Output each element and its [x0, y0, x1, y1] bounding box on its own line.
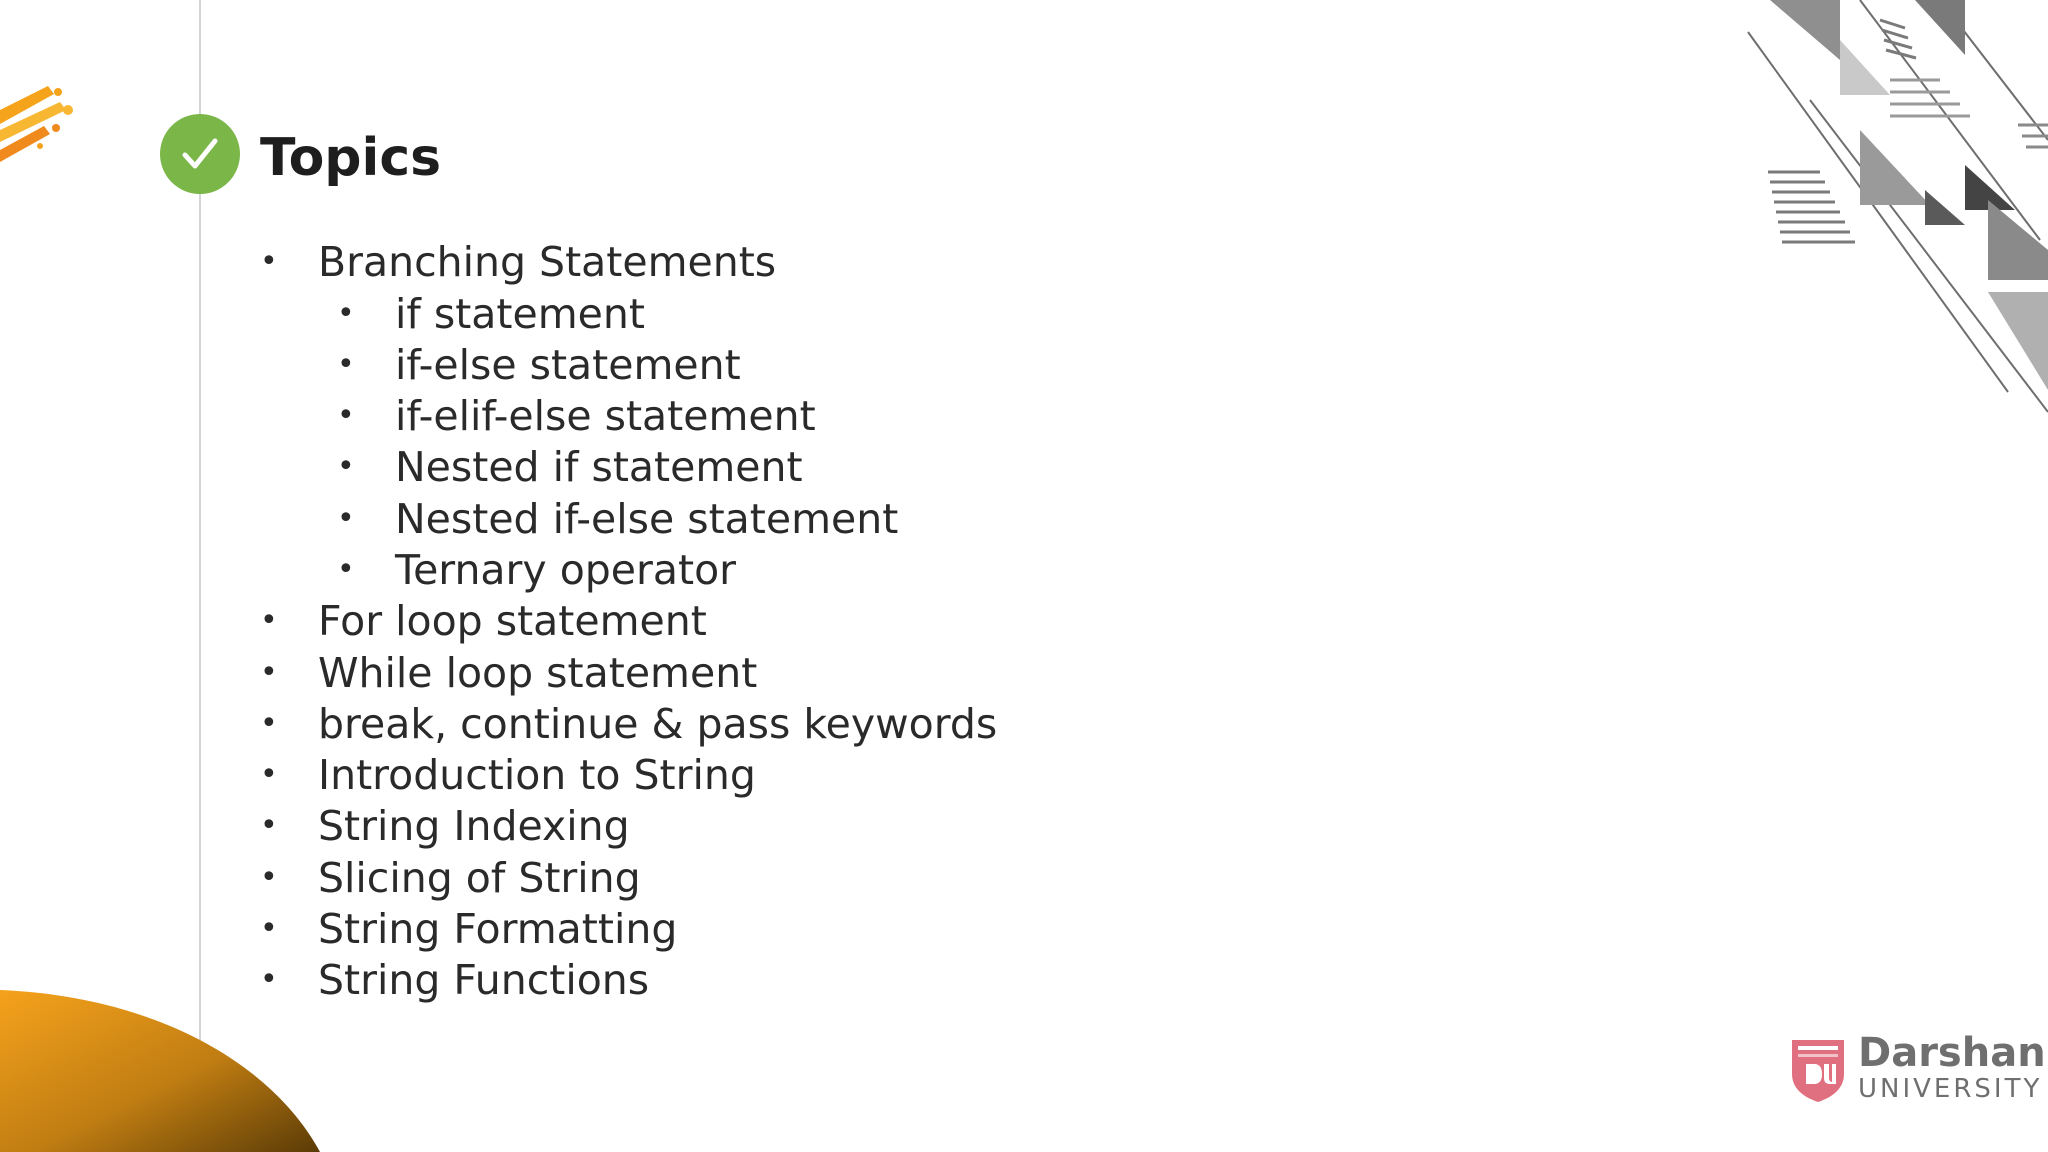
- list-item-text: Introduction to String: [318, 751, 756, 799]
- list-item: [260, 954, 650, 1006]
- slide-title: Topics: [260, 128, 442, 188]
- bullet-icon: •: [260, 706, 278, 741]
- darshan-logo-icon: [1790, 1034, 1846, 1104]
- list-item: [260, 800, 630, 852]
- list-item-text: String Formatting: [318, 905, 678, 953]
- list-item-text: Nested if statement: [395, 443, 803, 491]
- bullet-icon: •: [337, 449, 355, 484]
- bullet-icon: •: [260, 911, 278, 946]
- bullet-icon: •: [337, 347, 355, 382]
- list-item: [337, 544, 737, 596]
- list-item: [337, 390, 816, 442]
- logo-name: Darshan: [1858, 1030, 2046, 1076]
- list-item-text: For loop statement: [318, 597, 707, 645]
- list-item: [337, 441, 803, 493]
- list-item: [260, 852, 641, 904]
- list-item-text: Nested if-else statement: [395, 495, 899, 543]
- logo-subtitle: UNIVERSITY: [1858, 1074, 2043, 1104]
- list-item-text: Slicing of String: [318, 854, 641, 902]
- list-item-text: if-elif-else statement: [395, 392, 816, 440]
- list-item-text: if statement: [395, 290, 645, 338]
- list-item: [260, 749, 756, 801]
- list-item: [337, 493, 899, 545]
- list-item: [260, 647, 758, 699]
- list-item-text: String Indexing: [318, 802, 630, 850]
- list-item-text: While loop statement: [318, 649, 758, 697]
- list-item: [260, 698, 998, 750]
- bullet-icon: •: [260, 603, 278, 638]
- bullet-icon: •: [337, 398, 355, 433]
- bullet-icon: •: [260, 757, 278, 792]
- list-item-text: Branching Statements: [318, 238, 777, 286]
- bullet-icon: •: [337, 501, 355, 536]
- list-item: [260, 595, 707, 647]
- bullet-icon: •: [337, 552, 355, 587]
- list-item-text: String Functions: [318, 956, 650, 1004]
- bullet-icon: •: [260, 860, 278, 895]
- list-item: [260, 903, 678, 955]
- bullet-icon: •: [260, 808, 278, 843]
- bullet-icon: •: [337, 296, 355, 331]
- bullet-icon: •: [260, 655, 278, 690]
- geometric-pattern-decoration: [1740, 0, 2048, 420]
- list-item-text: break, continue & pass keywords: [318, 700, 998, 748]
- list-item: [337, 288, 645, 340]
- list-item-text: Ternary operator: [395, 546, 737, 594]
- list-item-text: if-else statement: [395, 341, 741, 389]
- list-item: [337, 339, 741, 391]
- list-item: [260, 236, 777, 288]
- university-logo: [1790, 1030, 2046, 1106]
- bullet-icon: •: [260, 244, 278, 279]
- bullet-icon: •: [260, 962, 278, 997]
